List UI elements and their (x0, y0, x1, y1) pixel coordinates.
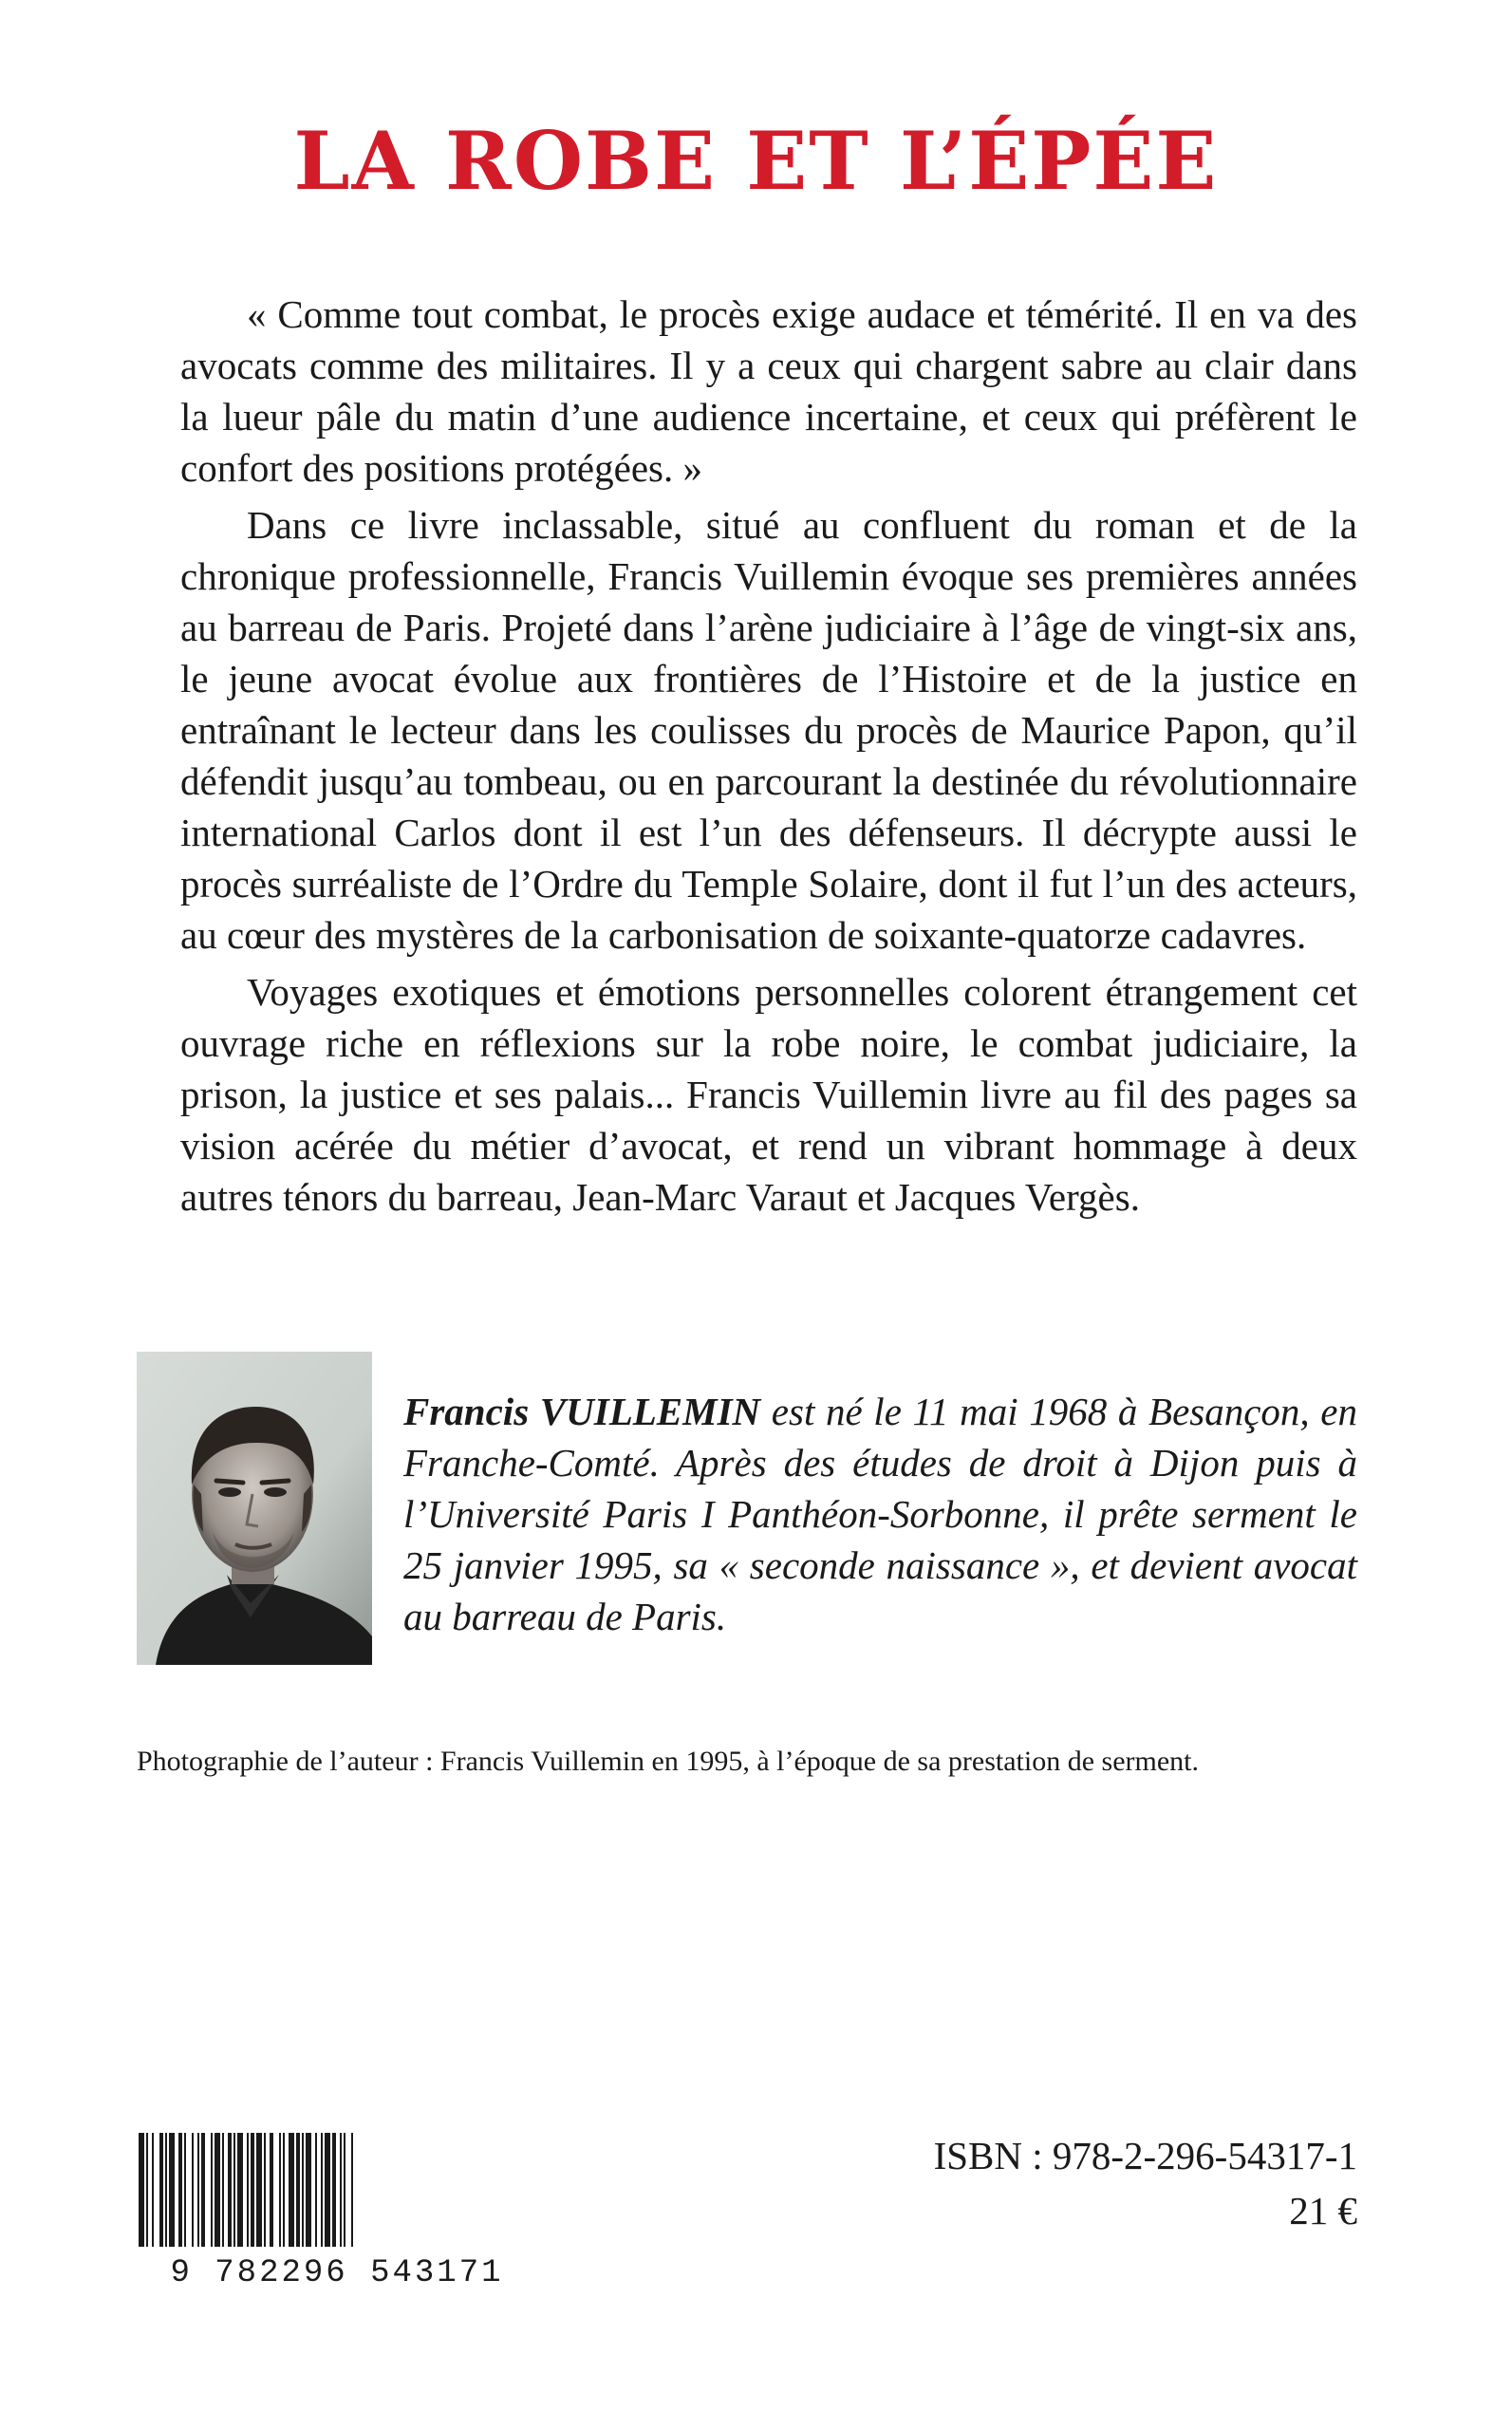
back-cover-text (180, 289, 1357, 1228)
barcode-bar (237, 2133, 243, 2247)
barcode-bar (264, 2133, 266, 2247)
barcode-bar (233, 2133, 235, 2247)
barcode-bar (325, 2133, 330, 2247)
barcode-bar (197, 2133, 199, 2247)
isbn-number: ISBN : 978-2-296-54317-1 (933, 2134, 1357, 2177)
barcode-bar (296, 2133, 300, 2247)
summary-paragraph: Voyages exotiques et émotions personnelles colorent étrangement cet ouvrage riche en réflexions sur la robe noire, le combat judiciaire, la prison, la justice et ses palais... Francis Vuillemin livre au fil des pages sa vision acérée du métier d’avocat, et rend un vibrant hommage à deux autres ténors du barreau, Jean-Marc Varaut et Jacques Vergès. (180, 970, 1357, 1219)
barcode-bar (283, 2133, 285, 2247)
barcode-bar (192, 2133, 194, 2247)
barcode-bar (270, 2133, 273, 2247)
barcode-bar (146, 2133, 148, 2247)
barcode-bar (222, 2133, 224, 2247)
summary-paragraph: Dans ce livre inclassable, situé au confluent du roman et de la chronique professionnelle, Francis Vuillemin évoque ses premières années au barreau de Paris. Projeté dans l’arène judiciaire à l’âge de vingt-six ans, le jeune avocat évolue aux frontières de l’Histoire et de la justice en entraînant le lecteur dans les coulisses du procès de Maurice Papon, qu’il défendit jusqu’au tombeau, ou en parcourant la destinée du révolutionnaire international Carlos dont il est l’un des défenseurs. Il décrypte aussi le procès surréaliste de l’Ordre du Temple Solaire, dont il fut l’un des acteurs, au cœur des mystères de la carbonisation de soixante-quatorze cadavres. (180, 503, 1357, 957)
barcode-digits: 9 782296 543171 (170, 2255, 504, 2287)
author-name: Francis VUILLEMIN (403, 1390, 761, 1433)
author-photo (137, 1352, 372, 1665)
book-title: LA ROBE ET L’ÉPÉE (293, 114, 1219, 208)
book-price: 21 € (1289, 2189, 1357, 2233)
barcode-bar (321, 2133, 323, 2247)
barcode-bar (228, 2133, 232, 2247)
quote-paragraph: « Comme tout combat, le procès exige audace et témérité. Il en va des avocats comme des militaires. Il y a ceux qui chargent sabre au clair dans la lueur pâle du matin d’une audience incertaine, et ceux qui préfèrent le confort des positions protégées. » (180, 292, 1357, 490)
barcode-bar (315, 2133, 317, 2247)
barcode-bar (289, 2133, 294, 2247)
barcode-bar (215, 2133, 220, 2247)
barcode-bar (279, 2133, 281, 2247)
barcode-bar (152, 2133, 154, 2247)
barcode-bar (184, 2133, 186, 2247)
barcode-bar (351, 2133, 353, 2247)
barcode-bar (332, 2133, 336, 2247)
barcode-bar (178, 2133, 182, 2247)
barcode-bar (159, 2133, 163, 2247)
barcode-bar (139, 2133, 144, 2247)
isbn-barcode (133, 2133, 541, 2287)
barcode-bar (211, 2133, 213, 2247)
author-bio (403, 1386, 1357, 1642)
author-bio-text: est né le 11 mai 1968 à Besançon, en Franche-Comté. Après des études de droit à Dijon puis à l’Université Paris I Panthéon-Sorbonne, il prête serment le 25 janvier 1995, sa « seconde naissance », et devient avocat au barreau de Paris. (403, 1390, 1357, 1638)
barcode-bar (306, 2133, 311, 2247)
barcode-bar (256, 2133, 262, 2247)
photo-caption: Photographie de l’auteur : Francis Vuillemin en 1995, à l’époque de sa prestation de serment. (137, 1746, 1200, 1777)
barcode-bar (169, 2133, 175, 2247)
barcode-bar (251, 2133, 254, 2247)
barcode-bar (165, 2133, 167, 2247)
barcode-bar (302, 2133, 304, 2247)
barcode-bar (340, 2133, 342, 2247)
barcode-bar (247, 2133, 249, 2247)
barcode-bar (201, 2133, 205, 2247)
barcode-bar (344, 2133, 345, 2247)
